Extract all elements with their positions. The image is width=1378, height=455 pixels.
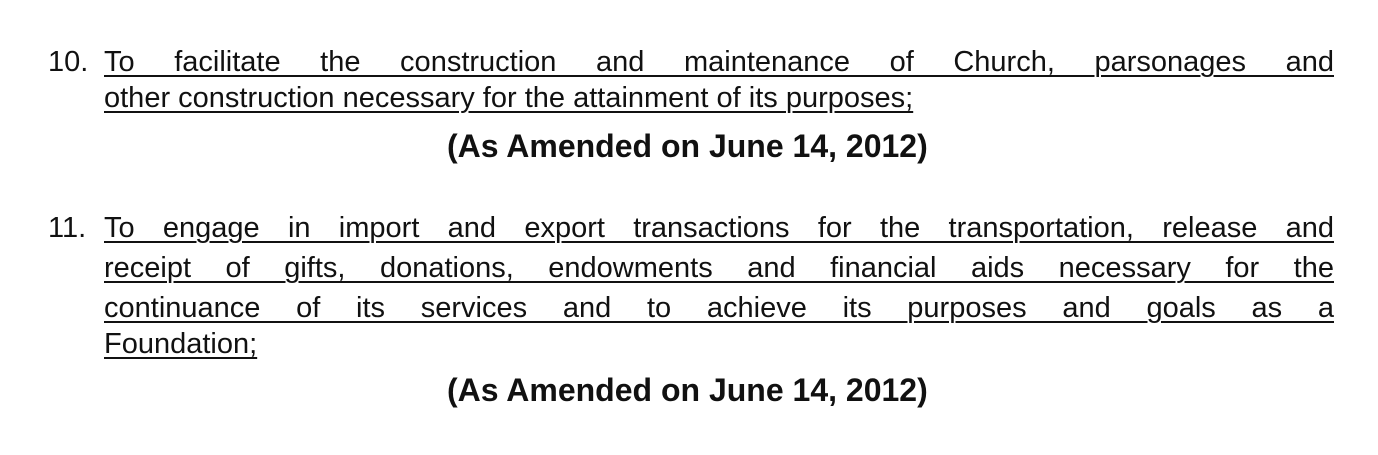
clause-number: 10. (48, 46, 89, 78)
clause-line: To facilitate the construction and maintenance of Church, parsonages and (104, 46, 1334, 78)
clause-line: continuance of its services and to achieve its purposes and goals as a (104, 292, 1334, 324)
clause-number: 11. (48, 212, 87, 244)
clause-text (104, 42, 1334, 122)
amendment-text: (As Amended on June 14, 2012) (447, 372, 928, 408)
clause-line: To engage in import and export transactions for the transportation, release and (104, 212, 1334, 244)
clause-text (104, 208, 1334, 368)
clause-line: receipt of gifts, donations, endowments and financial aids necessary for the (104, 252, 1334, 284)
clause-line: Foundation; (104, 328, 258, 360)
clause-line: other construction necessary for the attainment of its purposes; (104, 82, 914, 114)
amendment-text: (As Amended on June 14, 2012) (447, 128, 928, 164)
